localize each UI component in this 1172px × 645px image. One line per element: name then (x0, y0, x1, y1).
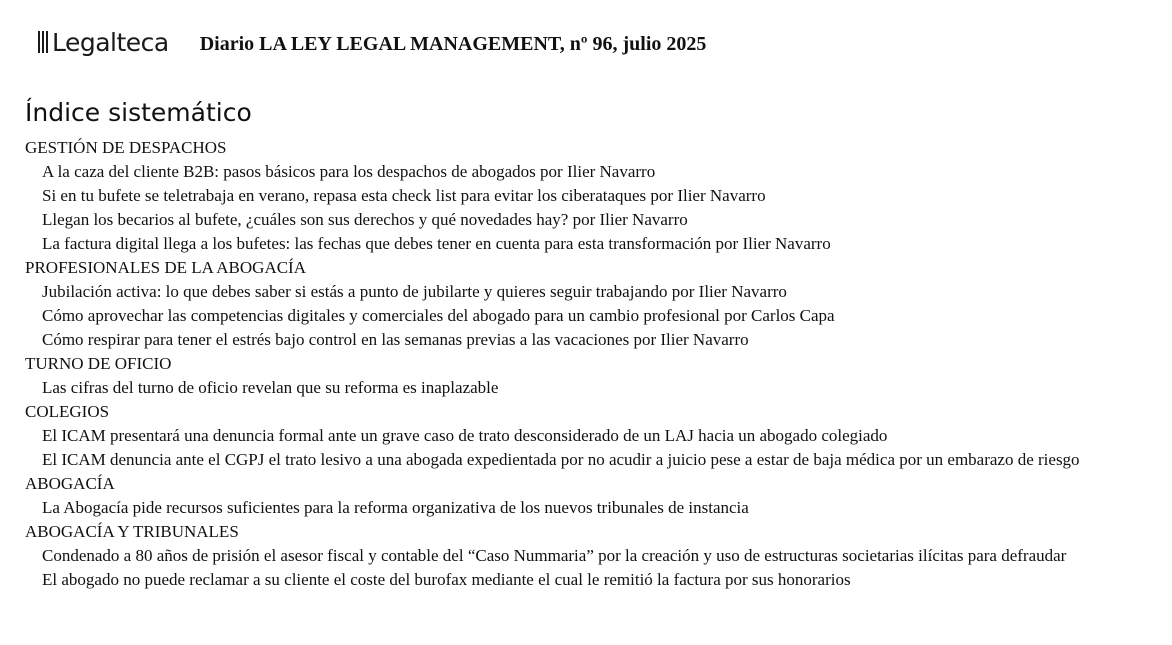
legalteca-logo (38, 28, 169, 57)
logo-text: Legalteca (51, 27, 169, 57)
article-link[interactable]: La factura digital llega a los bufetes: las fechas que debes tener en cuenta para esta transformación por Ilier Navarro (42, 234, 831, 253)
section-heading: GESTIÓN DE DESPACHOS (25, 138, 227, 157)
article-link[interactable]: Cómo aprovechar las competencias digitales y comerciales del abogado para un cambio profesional por Carlos Capa (42, 306, 835, 325)
article-link[interactable]: A la caza del cliente B2B: pasos básicos para los despachos de abogados por Ilier Navarro (42, 162, 656, 181)
page-header (38, 22, 706, 62)
section-heading: TURNO DE OFICIO (25, 354, 172, 373)
index-title: Índice sistemático (25, 98, 252, 127)
journal-title: Diario LA LEY LEGAL MANAGEMENT, nº 96, julio 2025 (199, 32, 707, 55)
article-link[interactable]: Llegan los becarios al bufete, ¿cuáles son sus derechos y qué novedades hay? por Ilier Navarro (42, 210, 688, 229)
article-link[interactable]: El ICAM presentará una denuncia formal ante un grave caso de trato desconsiderado de un LAJ hacia un abogado colegiado (42, 426, 888, 445)
logo-bars-icon (38, 31, 50, 53)
section-heading: ABOGACÍA Y TRIBUNALES (25, 522, 239, 541)
article-link[interactable]: El abogado no puede reclamar a su cliente el coste del burofax mediante el cual le remitió la factura por sus honorarios (42, 570, 851, 589)
article-link[interactable]: Jubilación activa: lo que debes saber si estás a punto de jubilarte y quieres seguir trabajando por Ilier Navarro (42, 282, 787, 301)
section-heading: ABOGACÍA (25, 474, 115, 493)
article-link[interactable]: La Abogacía pide recursos suficientes para la reforma organizativa de los nuevos tribunales de instancia (42, 498, 749, 517)
section-heading: COLEGIOS (25, 402, 110, 421)
article-link[interactable]: El ICAM denuncia ante el CGPJ el trato lesivo a una abogada expedientada por no acudir a juicio pese a estar de baja médica por un embarazo de riesgo (42, 450, 1080, 469)
article-link[interactable]: Las cifras del turno de oficio revelan que su reforma es inaplazable (42, 378, 499, 397)
article-link[interactable]: Condenado a 80 años de prisión el asesor fiscal y contable del “Caso Nummaria” por la creación y uso de estructuras societarias ilícitas para defraudar (42, 546, 1067, 565)
index-sections (25, 136, 1080, 592)
article-link[interactable]: Si en tu bufete se teletrabaja en verano, repasa esta check list para evitar los ciberataques por Ilier Navarro (42, 186, 766, 205)
section-heading: PROFESIONALES DE LA ABOGACÍA (25, 258, 306, 277)
article-link[interactable]: Cómo respirar para tener el estrés bajo control en las semanas previas a las vacaciones por Ilier Navarro (42, 330, 749, 349)
